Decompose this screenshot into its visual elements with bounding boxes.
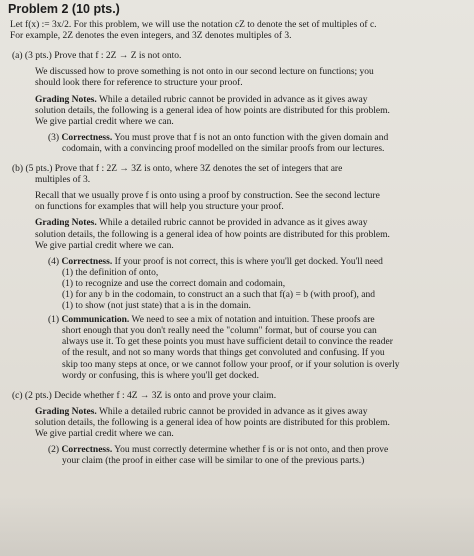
photo-shadow xyxy=(0,496,474,556)
problem-intro xyxy=(10,20,464,42)
part-b-rubric-line: short enough that you don't really need the "column" format, but of course you can xyxy=(62,326,377,337)
part-b-rubric-line: always use it. To get these points you must have sufficient detail to convince the reader xyxy=(62,337,393,348)
part-b-rubric-item: (1) to show (not just state) that a is in the domain. xyxy=(62,301,251,312)
part-b-heading: (b) (5 pts.) Prove that f : 2Z → 3Z is onto, where 3Z denotes the set of integers that are xyxy=(12,164,343,175)
part-b-rubric-line: skip too many steps at once, or we cannot follow your proof, or if your solution is overly xyxy=(62,359,400,370)
part-b-rubric-line: wordy or confusing, this is where you'll get docked. xyxy=(62,370,259,381)
part-a-text-line: We discussed how to prove something is not onto in our second lecture on functions; you xyxy=(35,67,374,78)
part-b-grading-line: solution details, the following is a general idea of how points are distributed for this problem. xyxy=(35,229,390,240)
part-b-text-line: Recall that we usually prove f is onto using a proof by construction. See the second lecture xyxy=(35,191,380,202)
part-a-text-line: should look there for reference to structure your proof. xyxy=(35,78,243,89)
part-c-rubric-line: (2) Correctness. You must correctly determine whether f is or is not onto, and then prove xyxy=(48,445,389,456)
part-b-rubric-item: (1) to recognize and use the correct domain and codomain, xyxy=(62,278,286,289)
part-b-grading-line: We give partial credit where we can. xyxy=(35,240,174,251)
intro-line: Let f(x) := 3x/2. For this problem, we will use the notation cZ to denote the set of multiples of c. xyxy=(10,20,377,31)
part-a-rubric-line: (3) Correctness. You must prove that f is not an onto function with the given domain and xyxy=(48,132,389,143)
part-a-grading-line: We give partial credit where we can. xyxy=(35,116,174,127)
part-b-heading: multiples of 3. xyxy=(35,175,91,186)
part-c-grading-line: We give partial credit where we can. xyxy=(35,429,174,439)
part-c-heading: (c) (2 pts.) Decide whether f : 4Z → 3Z is onto and prove your claim. xyxy=(12,390,277,401)
problem-title: Problem 2 (10 pts.) xyxy=(8,2,120,16)
part-a-rubric-line: codomain, with a convincing proof modelled on the similar proofs from our lectures. xyxy=(62,143,385,154)
part-b-rubric-item: (1) for any b in the codomain, to construct an a such that f(a) = b (with proof), and xyxy=(62,289,375,300)
part-b-rubric-correctness: (4) Correctness. If your proof is not correct, this is where you'll get docked. You'll need xyxy=(48,256,383,267)
part-c-rubric-line: your claim (the proof in either case will be similar to one of the previous parts.) xyxy=(62,456,365,467)
part-a xyxy=(10,51,464,155)
part-b-text-line: on functions for examples that will help you structure your proof. xyxy=(35,202,284,213)
part-c xyxy=(10,391,464,468)
part-b-grading-line: Grading Notes. While a detailed rubric cannot be provided in advance as it gives away xyxy=(35,218,368,229)
part-a-grading-line: Grading Notes. While a detailed rubric cannot be provided in advance as it gives away xyxy=(35,94,368,105)
part-a-heading: (a) (3 pts.) Prove that f : 2Z → Z is not onto. xyxy=(12,51,182,62)
part-c-grading-line: Grading Notes. While a detailed rubric cannot be provided in advance as it gives away xyxy=(35,406,368,417)
part-b-rubric-communication: (1) Communication. We need to see a mix of notation and intuition. These proofs are xyxy=(48,315,375,326)
part-b xyxy=(10,164,464,382)
part-c-grading-line: solution details, the following is a general idea of how points are distributed for this problem. xyxy=(35,417,390,428)
intro-line: For example, 2Z denotes the even integers, and 3Z denotes multiples of 3. xyxy=(10,31,292,42)
part-b-rubric-line: of the result, and not so many words that things get convoluted and confusing. If you xyxy=(62,348,385,359)
part-b-rubric-item: (1) the definition of onto, xyxy=(62,267,159,278)
part-a-grading-line: solution details, the following is a general idea of how points are distributed for this problem. xyxy=(35,105,390,116)
